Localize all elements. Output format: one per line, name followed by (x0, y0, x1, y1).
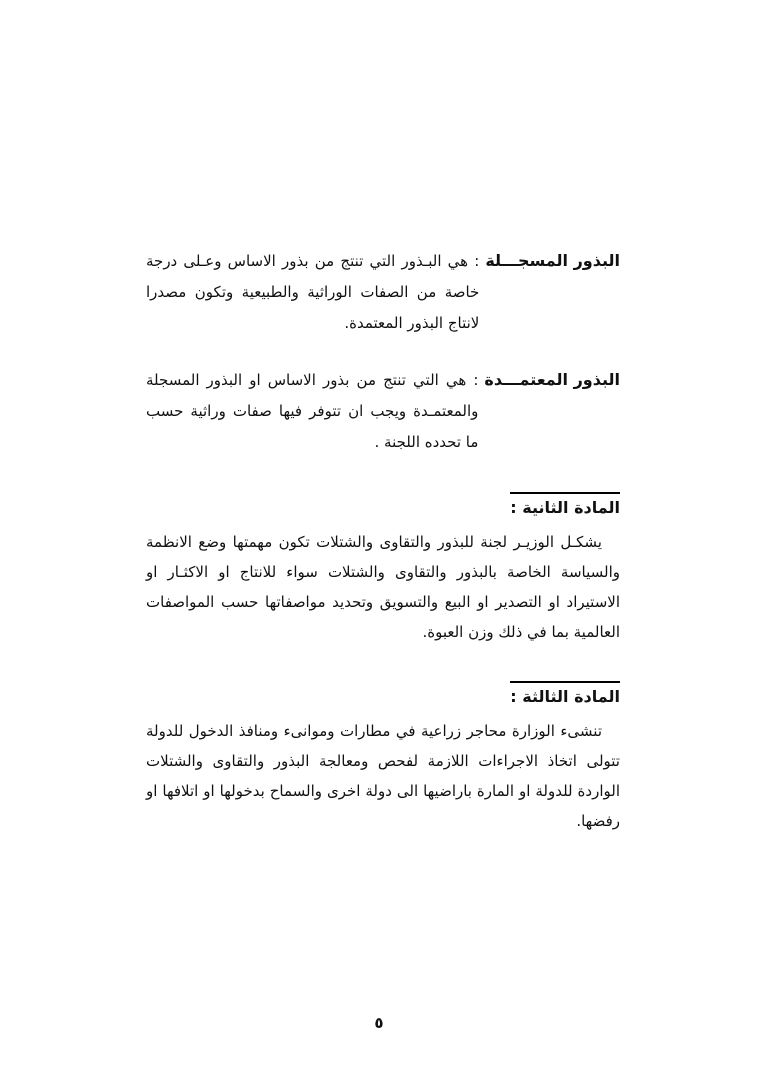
article-body: يشكـل الوزيـر لجنة للبذور والتقاوى والشتلات تكون مهمتها وضع الانظمة والسياسة الخاصة بالبذور والتقاوى والشتلات سواء للانتاج او الاكثـار او الاستيراد او التصدير او البيع والتسويق وتحديد مواصفاتها حسب المواصفات العالمية بما في ذلك وزن العبوة. (146, 533, 620, 641)
definition-row (146, 246, 620, 339)
definition-term: البذور المسجـــلة (485, 251, 620, 270)
article-section (146, 681, 620, 836)
article-section (146, 492, 620, 647)
article-body: تنشىء الوزارة محاجر زراعية في مطارات وموانىء ومنافذ الدخول للدولة تتولى اتخاذ الاجراءات اللازمة لفحص ومعالجة البذور والتقاوى والشتلات الواردة للدولة او المارة باراضيها الى دولة اخرى والسماح بدخولها او اتلافها او رفضها. (146, 722, 620, 830)
article-title: المادة الثانية : (510, 492, 620, 517)
definition-row (146, 365, 620, 458)
definition-text: : هي التي تنتج من بذور الاساس او البذور المسجلة والمعتمـدة ويجب ان تتوفر فيها صفات وراثية حسب ما تحدده اللجنة . (146, 371, 479, 451)
article-title: المادة الثالثة : (510, 681, 620, 706)
definition-term: البذور المعتمـــدة (484, 370, 620, 389)
page-number: ٥ (374, 1014, 384, 1032)
page-content (146, 246, 620, 836)
definition-text: : هي البـذور التي تنتج من بذور الاساس وعـلى درجة خاصة من الصفات الوراثية والطبيعية وتكون مصدرا لانتاج البذور المعتمدة. (146, 252, 480, 332)
